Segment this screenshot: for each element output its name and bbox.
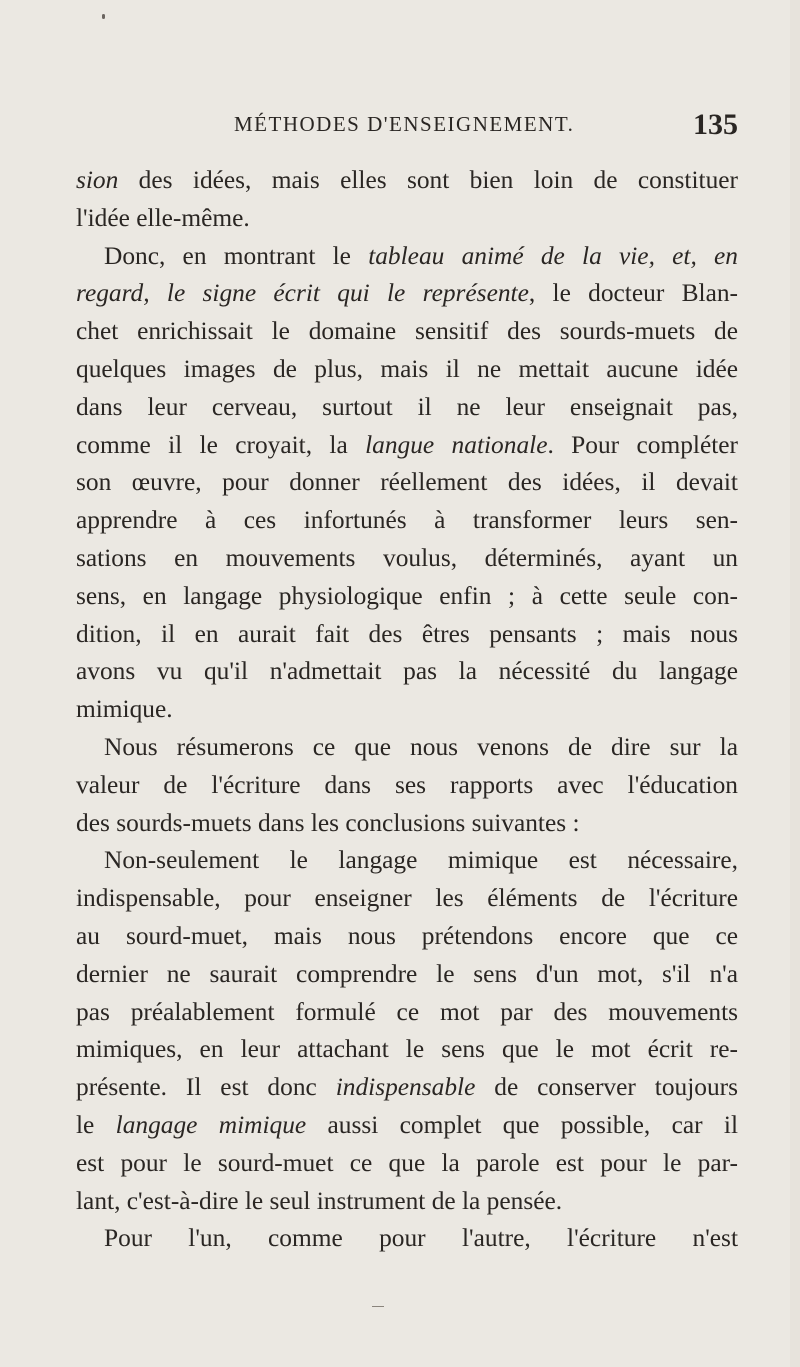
body-text [76,162,738,1258]
text-run: aussi complet que possible, car il [306,1110,738,1139]
text-line [76,767,738,805]
text-run: . Pour compléter [547,430,738,459]
footer-mark [372,1306,384,1307]
text-run: dans leur cerveau, surtout il ne leur enseignait pas, [76,392,738,421]
text-run: au sourd-muet, mais nous prétendons encore que ce [76,921,738,950]
text-run: Non-seulement le langage mimique est nécessaire, [104,846,738,875]
text-line [76,313,738,351]
text-run: des idées, mais elles sont bien loin de constituer [118,166,738,194]
text-run: pas préalablement formulé ce mot par des mouvements [76,997,738,1026]
text-run: chet enrichissait le domaine sensitif des sourds-muets de [76,317,738,346]
text-run: indispensable, pour enseigner les éléments de l'écriture [76,884,738,913]
text-run: son œuvre, pour donner réellement des idées, il devait [76,468,738,497]
text-run: le [76,1110,116,1139]
running-title: MÉTHODES D'ENSEIGNEMENT. [234,112,575,136]
text-run: , le docteur Blan- [528,279,738,308]
text-run: Donc, en montrant le [104,241,369,270]
text-run: avons vu qu'il n'admettait pas la nécessité du langage [76,657,738,686]
text-run: dernier ne saurait comprendre le sens d'un mot, s'il n'a [76,959,738,988]
text-line [76,616,738,654]
text-line [76,918,738,956]
text-line [76,880,738,918]
italic-text: indispensable [335,1073,476,1102]
text-line [76,1069,738,1107]
text-line [76,502,738,540]
text-line [76,1031,738,1069]
text-line [76,1145,738,1183]
text-line [76,729,738,767]
italic-text: langage mimique [115,1110,307,1139]
text-line [76,275,738,313]
text-run: dition, il en aurait fait des êtres pensants ; mais nous [76,619,738,648]
text-run: de conserver toujours [475,1073,738,1102]
text-run: présente. Il est donc [76,1073,336,1102]
italic-text: regard, le signe écrit qui le représente [76,279,529,308]
text-run: Nous résumerons ce que nous venons de dire sur la [104,732,738,761]
text-line [76,427,738,465]
text-line [76,691,738,729]
text-run: Pour l'un, comme pour l'autre, l'écriture n'est [104,1224,738,1253]
italic-text: langue nationale [365,430,548,459]
text-line [76,162,738,200]
text-line [76,653,738,691]
ink-speck [102,14,105,19]
text-line [76,389,738,427]
text-line [76,540,738,578]
text-run: sations en mouvements voulus, déterminés, ayant un [76,543,738,572]
text-run: valeur de l'écriture dans ses rapports avec l'éducation [76,770,738,799]
text-run: mimiques, en leur attachant le sens que le mot écrit re- [76,1035,738,1064]
italic-text: sion [76,166,119,194]
text-run: sens, en langage physiologique enfin ; à cette seule con- [76,581,738,610]
text-run: apprendre à ces infortunés à transformer leurs sen- [76,506,738,535]
text-line [76,805,738,843]
text-line [76,351,738,389]
text-line [76,1183,738,1221]
text-run: des sourds-muets dans les conclusions suivantes : [76,808,580,837]
italic-text: tableau animé de la vie, et, en [368,241,738,270]
text-line [76,842,738,880]
text-line [76,994,738,1032]
text-line [76,578,738,616]
text-line [76,464,738,502]
text-line [76,1220,738,1258]
text-run: est pour le sourd-muet ce que la parole est pour le par- [76,1148,738,1177]
text-run: comme il le croyait, la [76,430,366,459]
text-line [76,956,738,994]
text-line [76,238,738,276]
text-run: l'idée elle-même. [76,203,250,232]
text-run: quelques images de plus, mais il ne mettait aucune idée [76,354,738,383]
text-run: lant, c'est-à-dire le seul instrument de la pensée. [76,1186,563,1215]
text-line [76,1107,738,1145]
page-number: 135 [693,108,738,141]
text-run: mimique. [76,695,173,724]
running-header [74,108,738,148]
text-line [76,200,738,238]
